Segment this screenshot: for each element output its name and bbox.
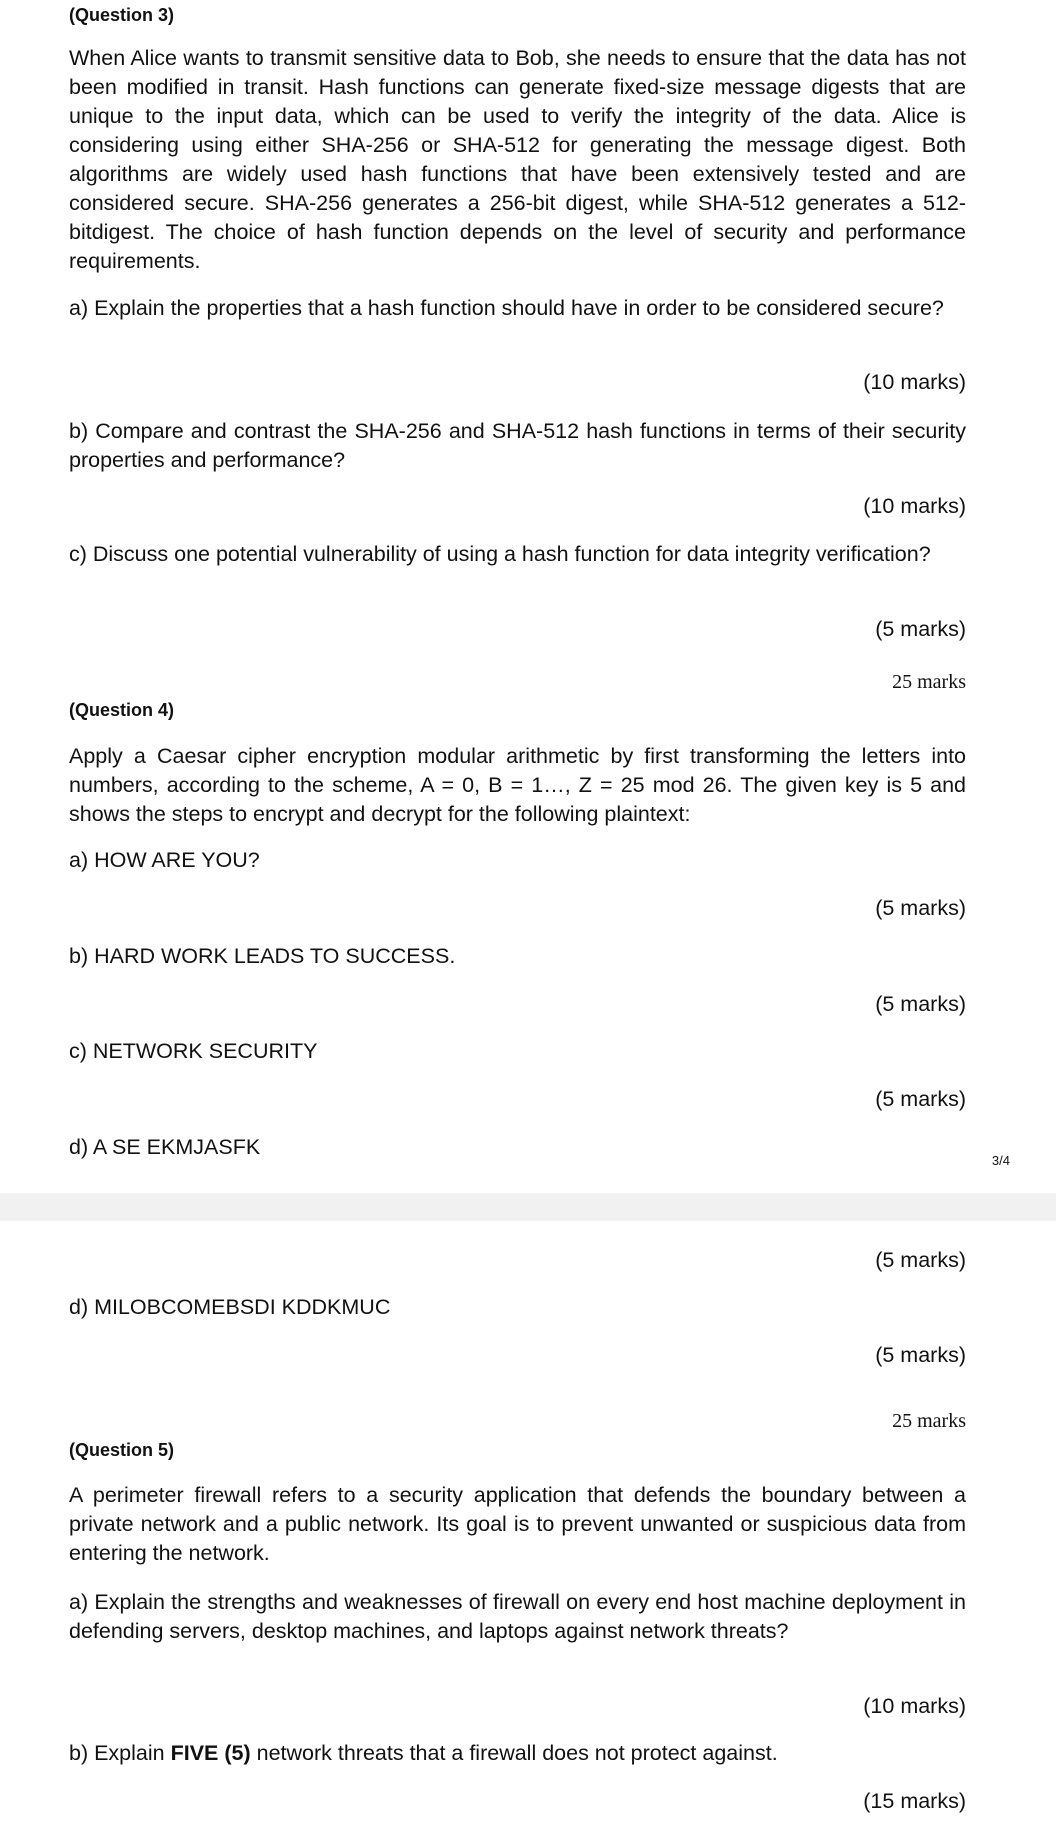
question-4e-text: d) MILOBCOMEBSDI KDDKMUC xyxy=(69,1295,391,1319)
page-number: 3/4 xyxy=(991,1153,1010,1168)
page-separator xyxy=(0,1193,1056,1221)
question-4e-marks: (5 marks) xyxy=(875,1343,966,1367)
question-3c-text: c) Discuss one potential vulnerability of using a hash function for data integrity verification? xyxy=(69,542,931,566)
question-3b-marks: (10 marks) xyxy=(863,494,966,518)
question-3-total-marks: 25 marks xyxy=(892,671,966,693)
question-4d-text: d) A SE EKMJASFK xyxy=(69,1135,261,1159)
question-3a-text: a) Explain the properties that a hash function should have in order to be considered secure? xyxy=(69,296,944,320)
question-4b-text: b) HARD WORK LEADS TO SUCCESS. xyxy=(69,944,456,968)
question-5b-suffix: network threats that a firewall does not protect against. xyxy=(250,1741,778,1765)
question-3b-text: b) Compare and contrast the SHA-256 and SHA-512 hash functions in terms of their security properties and performance? xyxy=(69,419,966,472)
question-3a-marks: (10 marks) xyxy=(863,370,966,394)
question-4d-marks: (5 marks) xyxy=(875,1248,966,1272)
question-4b-marks: (5 marks) xyxy=(875,992,966,1016)
question-5b-marks: (15 marks) xyxy=(863,1789,966,1813)
question-3-intro: When Alice wants to transmit sensitive data to Bob, she needs to ensure that the data has not been modified in transit. Hash functions can generate fixed-size message digests that are unique to the input data, which can be used to verify the integrity of the data. Alice is considering using either SHA-256 or SHA-512 for generating the message digest. Both algorithms are widely used hash functions that have been extensively tested and are considered secure. SHA-256 generates a 256-bit digest, while SHA-512 generates a 512-bitdigest. The choice of hash function depends on the level of security and performance requirements. xyxy=(69,46,966,273)
question-5-intro: A perimeter firewall refers to a security application that defends the boundary between a private network and a public network. Its goal is to prevent unwanted or suspicious data from entering the network. xyxy=(69,1483,966,1565)
question-4c-marks: (5 marks) xyxy=(875,1087,966,1111)
question-4a-marks: (5 marks) xyxy=(875,896,966,920)
exam-page-4 xyxy=(0,1221,1056,1833)
question-5b-emphasis: FIVE (5) xyxy=(170,1741,251,1765)
question-5-heading: (Question 5) xyxy=(69,1440,175,1460)
question-5a-marks: (10 marks) xyxy=(863,1694,966,1718)
question-5b-prefix: b) Explain xyxy=(69,1741,171,1765)
question-4-total-marks: 25 marks xyxy=(892,1410,966,1432)
question-4-intro: Apply a Caesar cipher encryption modular arithmetic by first transforming the letters into numbers, according to the scheme, A = 0, B = 1…, Z = 25 mod 26. The given key is 5 and shows the steps to encrypt and decrypt for the following plaintext: xyxy=(69,744,966,826)
question-5b-text xyxy=(69,1741,778,1766)
question-5a-text: a) Explain the strengths and weaknesses of firewall on every end host machine deployment in defending servers, desktop machines, and laptops against network threats? xyxy=(69,1590,966,1643)
question-4c-text: c) NETWORK SECURITY xyxy=(69,1039,318,1063)
question-4a-text: a) HOW ARE YOU? xyxy=(69,848,260,872)
question-4-heading: (Question 4) xyxy=(69,700,175,720)
question-3-heading: (Question 3) xyxy=(69,5,175,25)
question-3c-marks: (5 marks) xyxy=(875,617,966,641)
